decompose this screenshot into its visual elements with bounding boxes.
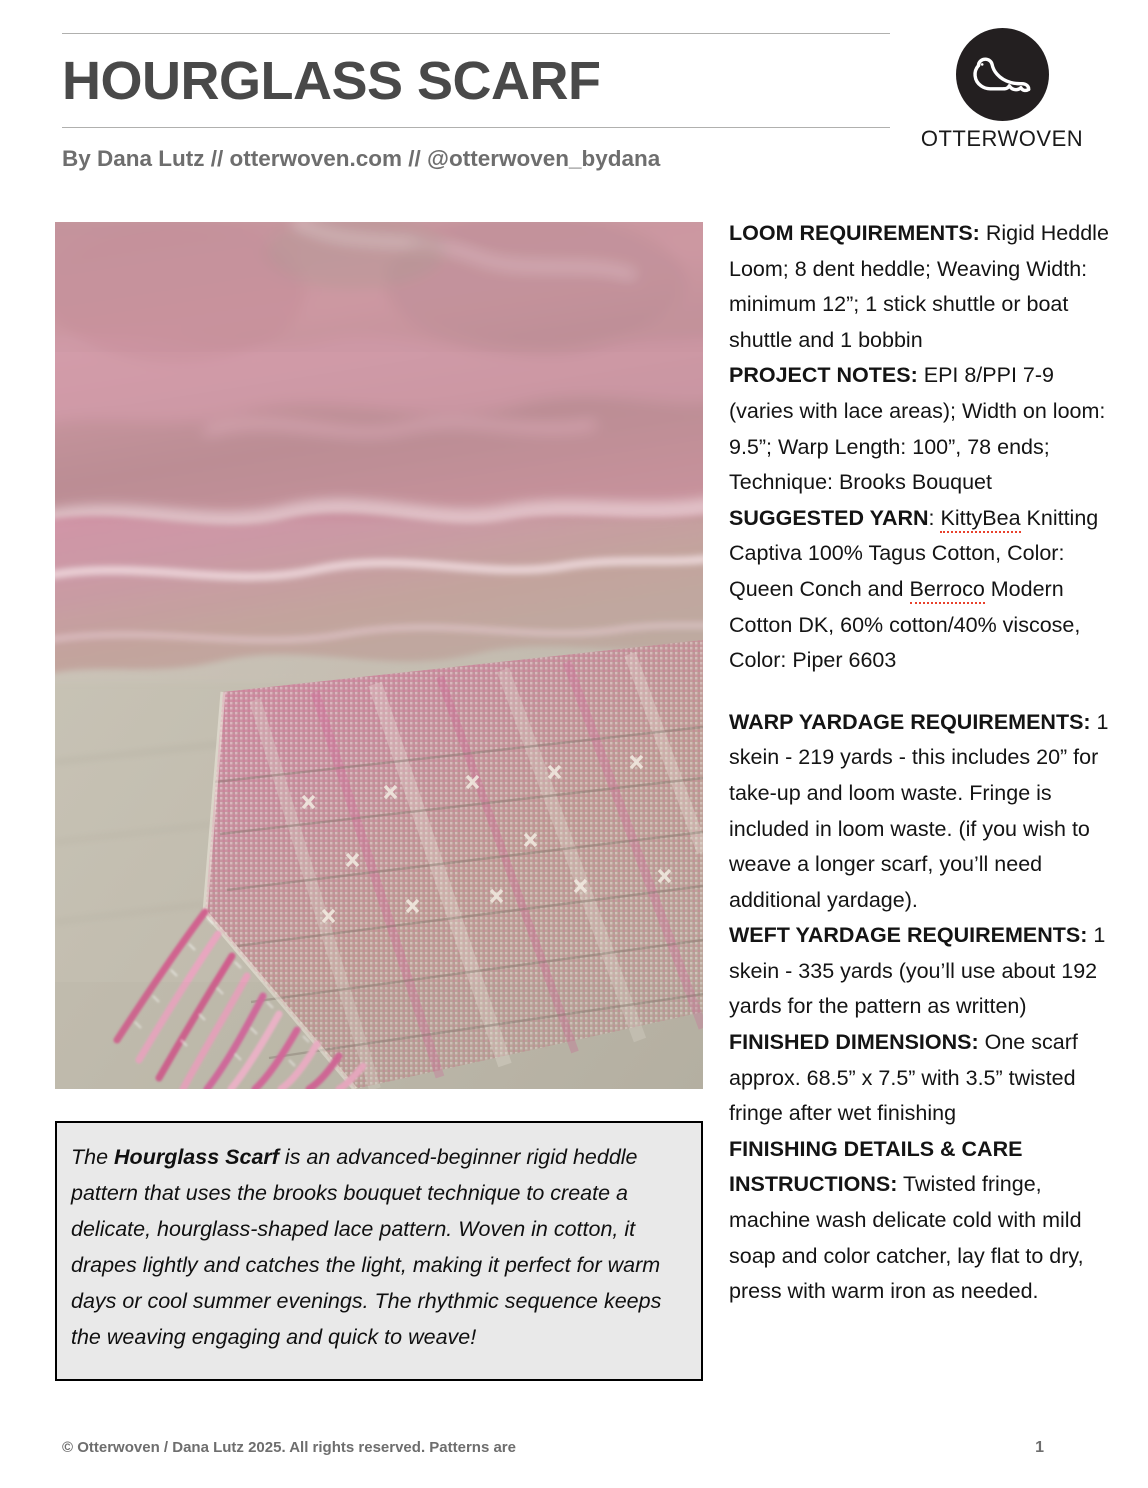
spec-group-spacer xyxy=(729,679,1117,705)
spec-label: WEFT YARDAGE REQUIREMENTS: xyxy=(729,923,1088,948)
spec-label: SUGGESTED YARN xyxy=(729,505,929,530)
desc-lead: The xyxy=(71,1145,115,1169)
scarf-photo-image xyxy=(55,222,703,1089)
document-header xyxy=(62,22,1086,182)
spec-label: WARP YARDAGE REQUIREMENTS: xyxy=(729,709,1091,734)
brand-logo xyxy=(918,22,1086,152)
spellcheck-berroco: Berroco xyxy=(910,577,985,604)
spec-suggested-yarn xyxy=(729,501,1117,679)
spec-value: 1 skein - 335 yards (you’ll use about 192 yards for the pattern as written) xyxy=(729,923,1106,1019)
spec-warp-yardage xyxy=(729,705,1117,919)
spec-project-notes xyxy=(729,358,1117,500)
spec-value: EPI 8/PPI 7-9 (varies with lace areas); Width on loom: 9.5”; Warp Length: 100”, 78 ends; Technique: Brooks Bouquet xyxy=(729,363,1106,495)
spellcheck-kittybea: KittyBea xyxy=(940,506,1020,533)
spec-value-tail: Modern Cotton DK, 60% cotton/40% viscose, Color: Piper 6603 xyxy=(729,576,1081,673)
copyright-notice: © Otterwoven / Dana Lutz 2025. All rights reserved. Patterns are xyxy=(62,1439,516,1456)
scarf-photo xyxy=(55,222,703,1089)
header-rule-bottom xyxy=(62,127,890,128)
header-rule-top xyxy=(62,33,890,34)
spec-label: LOOM REQUIREMENTS: xyxy=(729,221,980,245)
spec-label: PROJECT NOTES: xyxy=(729,363,918,388)
page-title: HOURGLASS SCARF xyxy=(62,51,601,111)
spec-separator: : xyxy=(928,505,941,530)
spec-value: 1 skein - 219 yards - this includes 20” for take-up and loom waste. Fringe is included in loom waste. (if you wish to weave a longer scarf, you’ll need additional yardage). xyxy=(729,709,1109,912)
author-byline: By Dana Lutz // otterwoven.com // @otterwoven_bydana xyxy=(62,146,661,171)
specifications-column xyxy=(729,216,1117,1310)
pattern-description-box xyxy=(55,1121,703,1381)
spec-value: Knitting Captiva 100% Tagus Cotton, Color: Queen Conch and xyxy=(729,505,1099,601)
spec-value: Twisted fringe, machine wash delicate cold with mild soap and color catcher, lay flat to dry, press with warm iron as needed. xyxy=(729,1172,1084,1304)
spec-label: FINISHED DIMENSIONS: xyxy=(729,1030,979,1055)
spec-finished-dimensions xyxy=(729,1025,1117,1132)
page-footer xyxy=(62,1438,1086,1462)
spec-label: FINISHING DETAILS & CARE INSTRUCTIONS: xyxy=(729,1136,1023,1197)
otter-icon xyxy=(970,55,1034,95)
logo-circle xyxy=(956,28,1049,121)
desc-body: is an advanced-beginner rigid heddle pattern that uses the brooks bouquet technique to create a delicate, hourglass-shaped lace pattern. Woven in cotton, it drapes lightly and catches the light, making it perfect for warm days or cool summer evenings. The rhythmic sequence keeps the weaving engaging and quick to weave! xyxy=(71,1145,662,1349)
logo-wordmark: OTTERWOVEN xyxy=(920,126,1084,151)
pattern-description-text xyxy=(71,1139,685,1355)
spec-weft-yardage xyxy=(729,918,1117,1025)
spec-finishing-care xyxy=(729,1132,1117,1310)
spec-value: Rigid Heddle Loom; 8 dent heddle; Weaving Width: minimum 12”; 1 stick shuttle or boat shuttle and 1 bobbin xyxy=(729,221,1109,352)
page-number: 1 xyxy=(1035,1439,1044,1456)
spec-value: One scarf approx. 68.5” x 7.5” with 3.5” twisted fringe after wet finishing xyxy=(729,1030,1078,1126)
spec-loom-requirements xyxy=(729,216,1117,358)
desc-emphasis: Hourglass Scarf xyxy=(114,1145,279,1169)
